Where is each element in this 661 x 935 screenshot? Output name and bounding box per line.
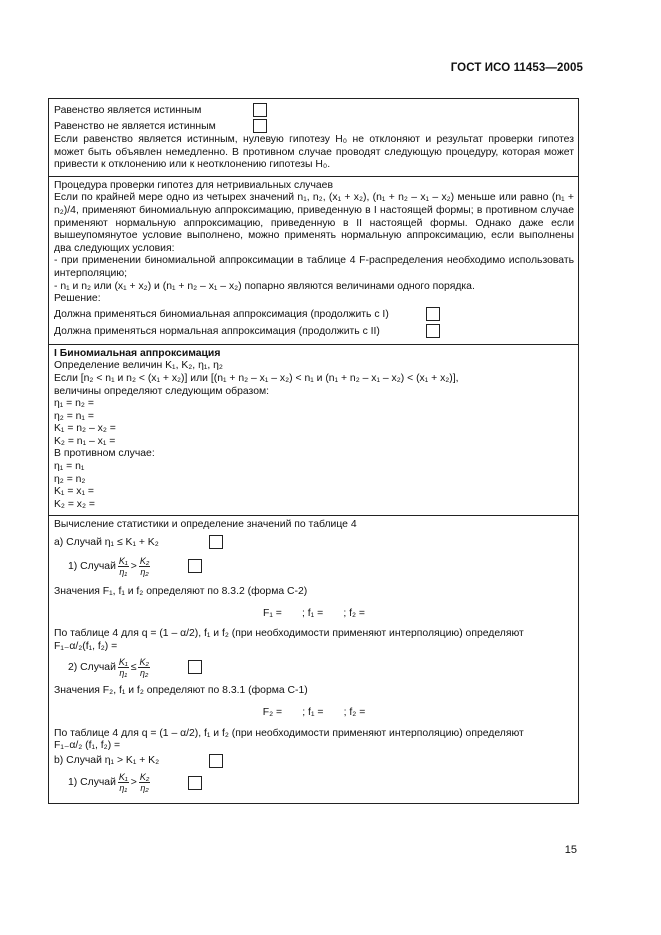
case-b-label: b) Случай η₁ > K₁ + K₂ bbox=[54, 755, 160, 767]
equality-section bbox=[49, 99, 578, 176]
equality-false-label: Равенство не является истинным bbox=[54, 120, 216, 132]
statistics-title: Вычисление статистики и определение значений по таблице 4 bbox=[54, 519, 357, 531]
equality-true-checkbox[interactable] bbox=[253, 103, 267, 117]
case-2-label: 2) Случай bbox=[68, 661, 116, 673]
statistics-section: Вычисление статистики и определение значений по таблице 4 a) Случай η₁ ≤ K₁ + K₂ 1) Случай $\frac{\text{K₁}}{\text{η₁}}$ > $\frac{\text{K₂}}{\text{η₂}}$ Значения F₁, f₁ и f₂ определяют по 8.3.2 (форма С-2) F₁ = ; f₁ = ; f₂ = По таблице 4 для q = (1 – α/2), f₁ и f₂ (при необходимости применяют интерполяцию) определяют F₁₋α/₂(f₁, f₂) = 2) Случай $\frac{\text{K₁}}{\text{η₁}}$ ≤ $\frac{\text{K₂}}{\text{η₂}}$ Значения F₂, f₁ и f₂ определяют по 8.3.1 (форма С-1) F₂ = ; f₁ = ; f₂ = По таблице 4 для q = (1 – α/2), f₁ и f₂ (при необходимости применяют интерполяцию) определяют F₁₋α/₂ (f₁, f₂) = b) Случай η₁ > K₁ + K₂ 1) Случай $\frac{\text{K₁}}{\text{η₁}}$ > $\frac{\text{K₂}}{\text{η₂}}$ bbox=[49, 515, 578, 802]
case-a-checkbox[interactable] bbox=[209, 535, 223, 549]
equality-true-label: Равенство является истинным bbox=[54, 104, 202, 116]
decision-label: Решение: bbox=[54, 293, 101, 305]
binomial-section bbox=[49, 344, 578, 516]
case-b-checkbox[interactable] bbox=[209, 754, 223, 768]
values-f1-text: Значения F₁, f₁ и f₂ определяют по 8.3.2 (форма С-2) bbox=[54, 586, 308, 598]
value-line: η₂ = n₁ = bbox=[54, 410, 94, 422]
table-text-1: По таблице 4 для q = (1 – α/2), f₁ и f₂ (при необходимости применяют интерполяцию) определяют bbox=[54, 628, 524, 640]
formula-f2: F₂ = ; f₁ = ; f₂ = bbox=[262, 707, 366, 718]
procedure-title: Процедура проверки гипотез для нетривиальных случаев bbox=[54, 179, 333, 191]
value-line: K₂ = n₁ – x₁ = bbox=[54, 435, 116, 447]
case-1-checkbox[interactable] bbox=[188, 559, 202, 573]
fraction-k1-eta1: $\frac{\text{K₁}}{\text{η₁}}$ bbox=[118, 772, 128, 794]
fraction-k2-eta2: $\frac{\text{K₂}}{\text{η₂}}$ bbox=[139, 656, 149, 678]
else-label: В противном случае: bbox=[54, 448, 155, 460]
procedure-section bbox=[49, 176, 578, 344]
case-1-label: 1) Случай bbox=[68, 560, 116, 572]
fraction-k1-eta1: $\frac{\text{K₁}}{\text{η₁}}$ bbox=[118, 656, 128, 678]
binomial-condition: Если [n₂ < n₁ и n₂ < (x₁ + x₂)] или [(n₁ + n₂ – x₁ – x₂) < n₁ и (n₁ + n₂ – x₁ – x₂) < (x₁ + x₂)], bbox=[54, 372, 459, 384]
value-line: η₁ = n₂ = bbox=[54, 398, 94, 410]
form-frame bbox=[48, 98, 579, 804]
binomial-definition: Определение величин K₁, K₂, η₁, η₂ bbox=[54, 360, 223, 372]
case-b1-label: 1) Случай bbox=[68, 777, 116, 789]
page-number: 15 bbox=[564, 844, 577, 856]
equality-explanation: Если равенство является истинным, нулевую гипотезу H₀ не отклоняют и результат проверки гипотез может быть объявлен немедленно. В противном случае проводят следующую процедуру, которая может привести к отклонению или к неотклонению гипотезы H₀. bbox=[54, 134, 574, 171]
choice-binomial-checkbox[interactable] bbox=[426, 307, 440, 321]
fraction-k2-eta2: $\frac{\text{K₂}}{\text{η₂}}$ bbox=[139, 772, 150, 794]
formula-f1: F₁ = ; f₁ = ; f₂ = bbox=[263, 607, 365, 619]
value-line: η₁ = n₁ bbox=[54, 461, 85, 473]
document-header: ГОСТ ИСО 11453—2005 bbox=[450, 62, 583, 74]
table-result-1: F₁₋α/₂(f₁, f₂) = bbox=[54, 640, 118, 652]
table-text-2: По таблице 4 для q = (1 – α/2), f₁ и f₂ (при необходимости применяют интерполяцию) определяют bbox=[54, 727, 524, 739]
equality-false-checkbox[interactable] bbox=[253, 119, 267, 133]
value-line: K₂ = x₂ = bbox=[54, 498, 95, 510]
choice-normal-label: Должна применяться нормальная аппроксимация (продолжить с II) bbox=[54, 325, 380, 337]
case-2-checkbox[interactable] bbox=[188, 660, 202, 674]
choice-binomial-label: Должна применяться биномиальная аппроксимация (продолжить с I) bbox=[54, 308, 389, 320]
choice-normal-checkbox[interactable] bbox=[426, 324, 440, 338]
value-line: K₁ = n₂ – x₂ = bbox=[54, 423, 116, 435]
case-b1-checkbox[interactable] bbox=[188, 776, 202, 790]
value-line: η₂ = n₂ bbox=[54, 473, 86, 485]
values-f2-text: Значения F₂, f₁ и f₂ определяют по 8.3.1 (форма С-1) bbox=[54, 685, 308, 697]
procedure-paragraph: Если по крайней мере одно из четырех значений n₁, n₂, (x₁ + x₂), (n₁ + n₂ – x₁ – x₂) меньше или равно (n₁ + n₂)/4, применяют биномиальную аппроксимацию, приведенную в I настоящей формы; в противном случае применяют нормальную аппроксимацию, приведенную в II настоящей формы. Однако даже если вышеупомянутое условие выполнено, можно применять нормальную аппроксимацию, если выполнены два следующих условия: bbox=[54, 192, 574, 254]
table-result-2: F₁₋α/₂ (f₁, f₂) = bbox=[54, 740, 121, 752]
binomial-title: I Биномиальная аппроксимация bbox=[54, 347, 221, 359]
fraction-k2-eta2: $\frac{\text{K₂}}{\text{η₂}}$ bbox=[139, 555, 150, 577]
value-line: K₁ = x₁ = bbox=[54, 486, 94, 498]
procedure-condition-1: - при применении биномиальной аппроксимации в таблице 4 F-распределения необходимо использовать интерполяцию; bbox=[54, 255, 574, 279]
case-a-label: a) Случай η₁ ≤ K₁ + K₂ bbox=[54, 536, 159, 548]
binomial-condition-2: величины определяют следующим образом: bbox=[54, 385, 270, 397]
fraction-k1-eta1: $\frac{\text{K₁}}{\text{η₁}}$ bbox=[118, 555, 128, 577]
procedure-condition-2: - n₁ и n₂ или (x₁ + x₂) и (n₁ + n₂ – x₁ – x₂) попарно являются величинами одного порядка. bbox=[54, 280, 475, 292]
